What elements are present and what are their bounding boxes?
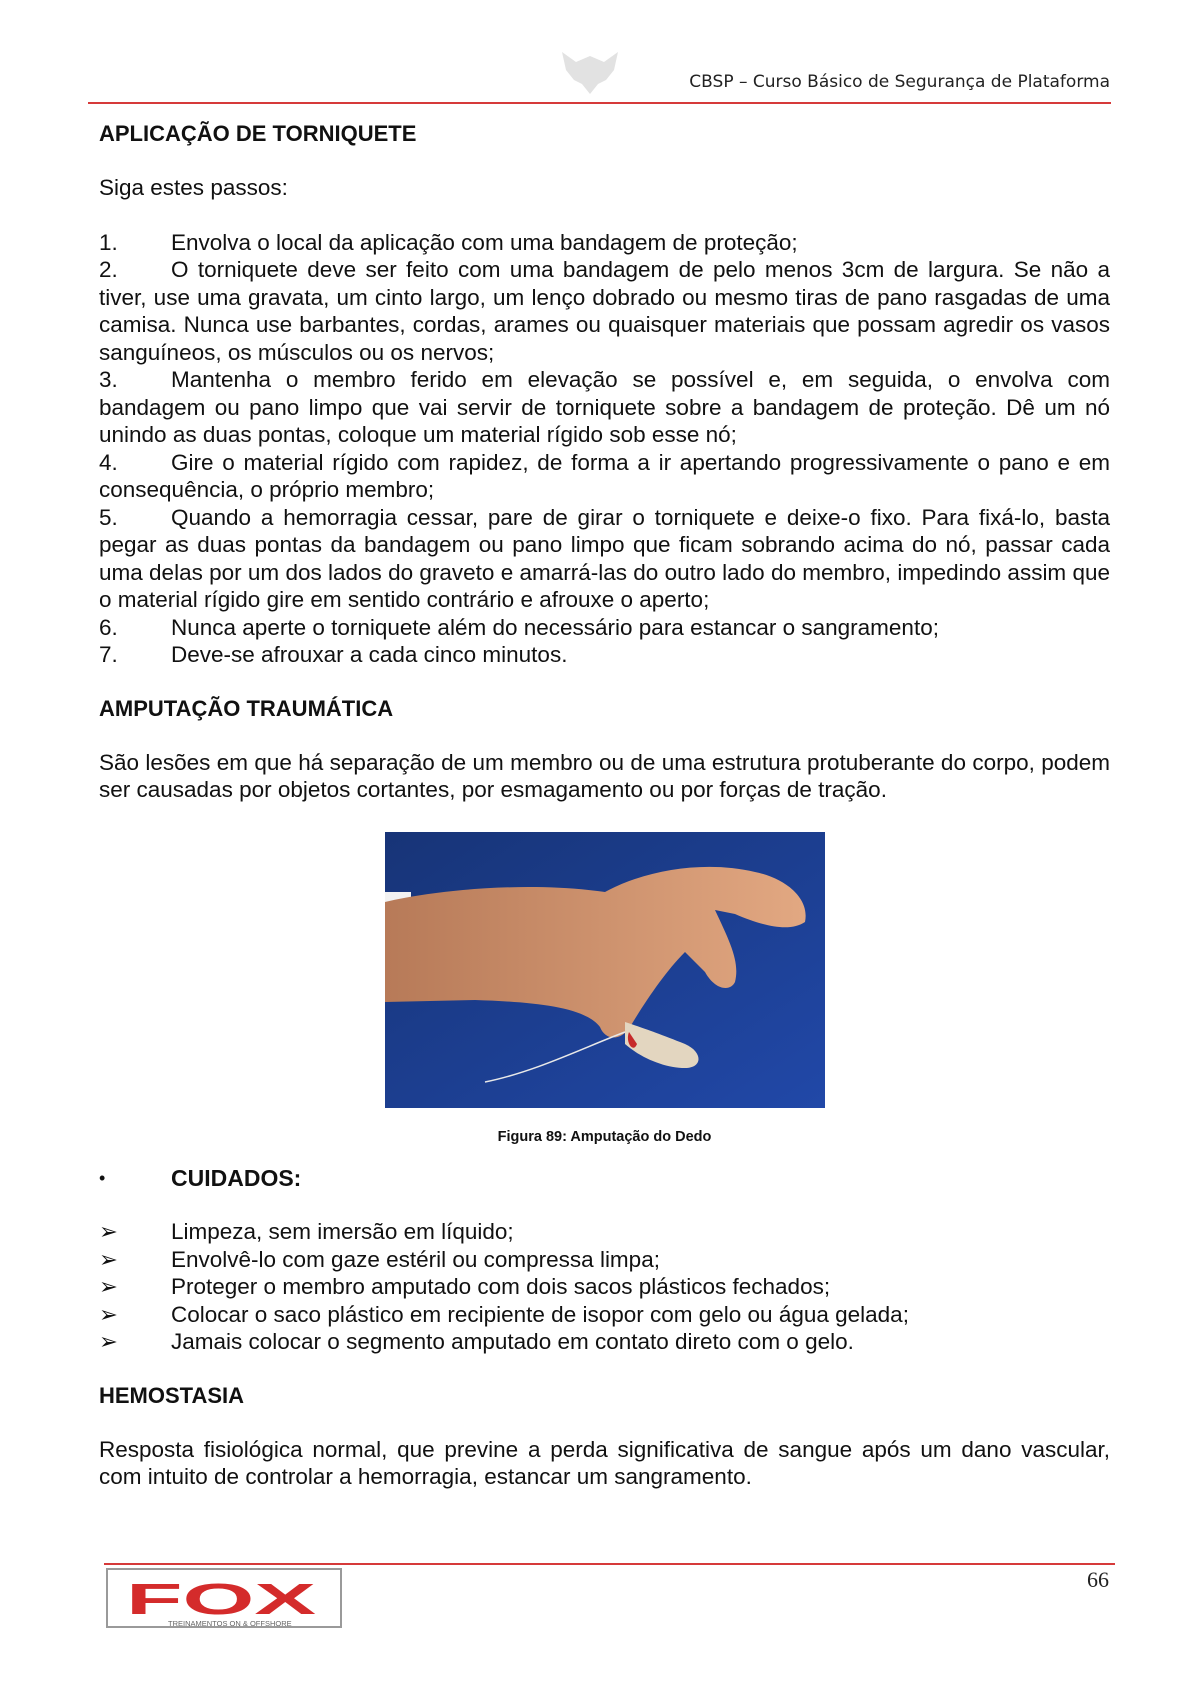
figure-caption: Figura 89: Amputação do Dedo — [497, 1128, 712, 1145]
page-content — [99, 120, 1110, 1491]
figure-amputation — [385, 832, 825, 1147]
care-heading: CUIDADOS: — [171, 1164, 302, 1191]
hemostasia-text: Resposta fisiológica normal, que previne a perda significativa de sangue após um dano vascular, com intuito de controlar a hemorragia, estancar um sangramento. — [99, 1436, 1110, 1489]
fox-watermark-icon — [558, 48, 622, 96]
heading-amputacao: AMPUTAÇÃO TRAUMÁTICA — [99, 695, 394, 721]
page-number: 66 — [1087, 1567, 1109, 1592]
heading-torniquete: APLICAÇÃO DE TORNIQUETE — [99, 121, 417, 146]
arrow-bullet-icon: ➢ — [99, 1301, 118, 1327]
step-item: 5. Quando a hemorragia cessar, pare de girar o torniquete e deixe-o fixo. Para fixá-lo, basta pegar as duas pontas da bandagem ou pano limpo que ficam sobrando acima do nó, passar cada uma delas por um dos lados do graveto e amarrá-las do outro lado do membro, impedindo assim que o material rígido gire em sentido contrário e afrouxe o aperto; — [99, 504, 1110, 612]
step-item: 7. Deve-se afrouxar a cada cinco minutos. — [99, 642, 568, 667]
intro-text: Siga estes passos: — [99, 175, 288, 200]
tourniquet-steps — [99, 229, 1110, 669]
fox-logo — [106, 1568, 342, 1634]
arrow-bullet-icon: ➢ — [99, 1246, 118, 1272]
arrow-bullet-icon: ➢ — [99, 1329, 118, 1354]
list-item: ➢ Envolvê-lo com gaze estéril ou compressa limpa; — [99, 1246, 660, 1272]
step-item: 6. Nunca aperte o torniquete além do necessário para estancar o sangramento; — [99, 614, 939, 640]
list-item: ➢ Colocar o saco plástico em recipiente de isopor com gelo ou água gelada; — [99, 1301, 909, 1327]
logo-text: FOX — [126, 1575, 316, 1624]
care-list — [99, 1218, 1110, 1356]
heading-hemostasia: HEMOSTASIA — [99, 1382, 245, 1408]
step-item: 2. O torniquete deve ser feito com uma bandagem de pelo menos 3cm de largura. Se não a tiver, use uma gravata, um cinto largo, um lenço dobrado ou mesmo tiras de pano rasgadas de uma camisa. Nunca use barbantes, cordas, arames ou quaisquer materiais que possam agredir os vasos sanguíneos, os músculos ou os nervos; — [99, 257, 1110, 365]
amputated-finger-photo — [385, 832, 825, 1108]
arrow-bullet-icon: ➢ — [99, 1219, 118, 1244]
list-item: ➢ Limpeza, sem imersão em líquido; — [99, 1219, 514, 1244]
care-heading-row — [99, 1165, 1110, 1193]
amputacao-text: São lesões em que há separação de um membro ou de uma estrutura protuberante do corpo, podem ser causadas por objetos cortantes, por esmagamento ou por forças de tração. — [99, 749, 1110, 802]
logo-tagline: TREINAMENTOS ON & OFFSHORE — [168, 1619, 292, 1628]
step-item: 3. Mantenha o membro ferido em elevação se possível e, em seguida, o envolva com bandagem ou pano limpo que vai servir de torniquete sobre a bandagem de proteção. Dê um nó unindo as duas pontas, coloque um material rígido sob esse nó; — [99, 367, 1110, 447]
arrow-bullet-icon: ➢ — [99, 1274, 118, 1299]
header-title: CBSP – Curso Básico de Segurança de Plataforma — [689, 72, 1110, 92]
step-item: 4. Gire o material rígido com rapidez, de forma a ir apertando progressivamente o pano e em consequência, o próprio membro; — [99, 449, 1110, 502]
bullet-marker: • — [99, 1167, 106, 1188]
header-rule — [88, 102, 1111, 104]
list-item: ➢ Jamais colocar o segmento amputado em contato direto com o gelo. — [99, 1329, 854, 1354]
list-item: ➢ Proteger o membro amputado com dois sacos plásticos fechados; — [99, 1274, 831, 1299]
footer-rule — [104, 1563, 1115, 1565]
step-item: 1. Envolva o local da aplicação com uma bandagem de proteção; — [99, 229, 798, 255]
